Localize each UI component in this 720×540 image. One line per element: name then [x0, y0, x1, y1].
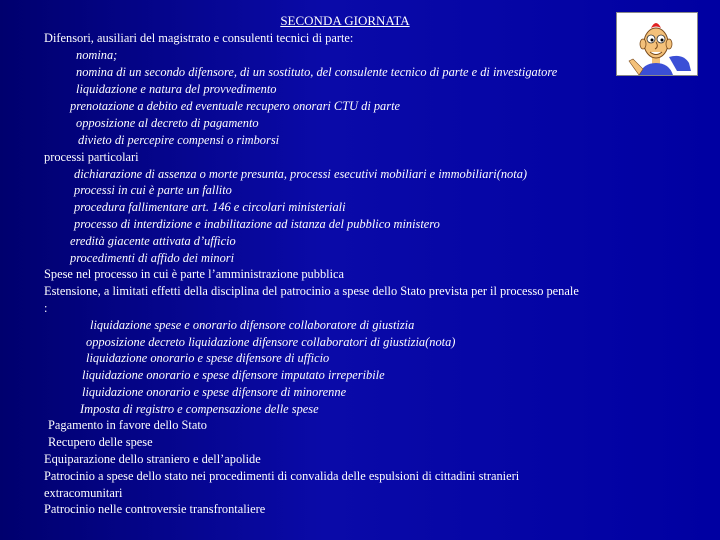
list-item: dichiarazione di assenza o morte presunta, processi esecutivi mobiliari e immobiliari(nota): [74, 167, 528, 181]
list-item: Imposta di registro e compensazione delle spese: [80, 402, 319, 416]
list-item: Equiparazione dello straniero e dell’apolide: [44, 452, 261, 466]
list-item: opposizione decreto liquidazione difensore collaboratori di giustizia(nota): [86, 335, 456, 349]
list-item: Difensori, ausiliari del magistrato e consulenti tecnici di parte:: [44, 31, 354, 45]
cartoon-character-icon: [616, 12, 698, 76]
list-item: liquidazione spese e onorario difensore collaboratore di giustizia: [90, 318, 415, 332]
list-item: eredità giacente attivata d’ufficio: [70, 234, 236, 248]
list-item: Pagamento in favore dello Stato: [48, 418, 207, 432]
list-item: processo di interdizione e inabilitazione ad istanza del pubblico ministero: [74, 217, 440, 231]
list-item: Patrocinio nelle controversie transfrontaliere: [44, 502, 266, 516]
list-item: processi particolari: [44, 150, 139, 164]
list-item: Spese nel processo in cui è parte l’amministrazione pubblica: [44, 267, 345, 281]
list-item: liquidazione e natura del provvedimento: [76, 82, 277, 96]
list-item: liquidazione onorario e spese difensore di minorenne: [82, 385, 347, 399]
list-item: liquidazione onorario e spese difensore di ufficio: [86, 351, 330, 365]
page-title: SECONDA GIORNATA: [280, 13, 410, 28]
list-item: processi in cui è parte un fallito: [74, 183, 232, 197]
list-item: divieto di percepire compensi o rimborsi: [78, 133, 280, 147]
list-item: opposizione al decreto di pagamento: [76, 116, 259, 130]
list-item: procedura fallimentare art. 146 e circolari ministeriali: [74, 200, 346, 214]
list-item: nomina di un secondo difensore, di un sostituto, del consulente tecnico di parte e di investigatore: [76, 65, 558, 79]
list-item: prenotazione a debito ed eventuale recupero onorari CTU di parte: [70, 99, 401, 113]
list-item: Recupero delle spese: [48, 435, 153, 449]
list-item: :: [44, 301, 48, 315]
list-item: Estensione, a limitati effetti della disciplina del patrocinio a spese dello Stato prevista per il processo penale: [44, 284, 579, 298]
list-item: Patrocinio a spese dello stato nei procedimenti di convalida delle espulsioni di cittadini stranieri: [44, 469, 520, 483]
list-item: liquidazione onorario e spese difensore imputato irreperibile: [82, 368, 385, 382]
list-item: extracomunitari: [44, 486, 123, 500]
list-item: procedimenti di affido dei minori: [70, 251, 235, 265]
list-item: nomina;: [76, 48, 118, 62]
